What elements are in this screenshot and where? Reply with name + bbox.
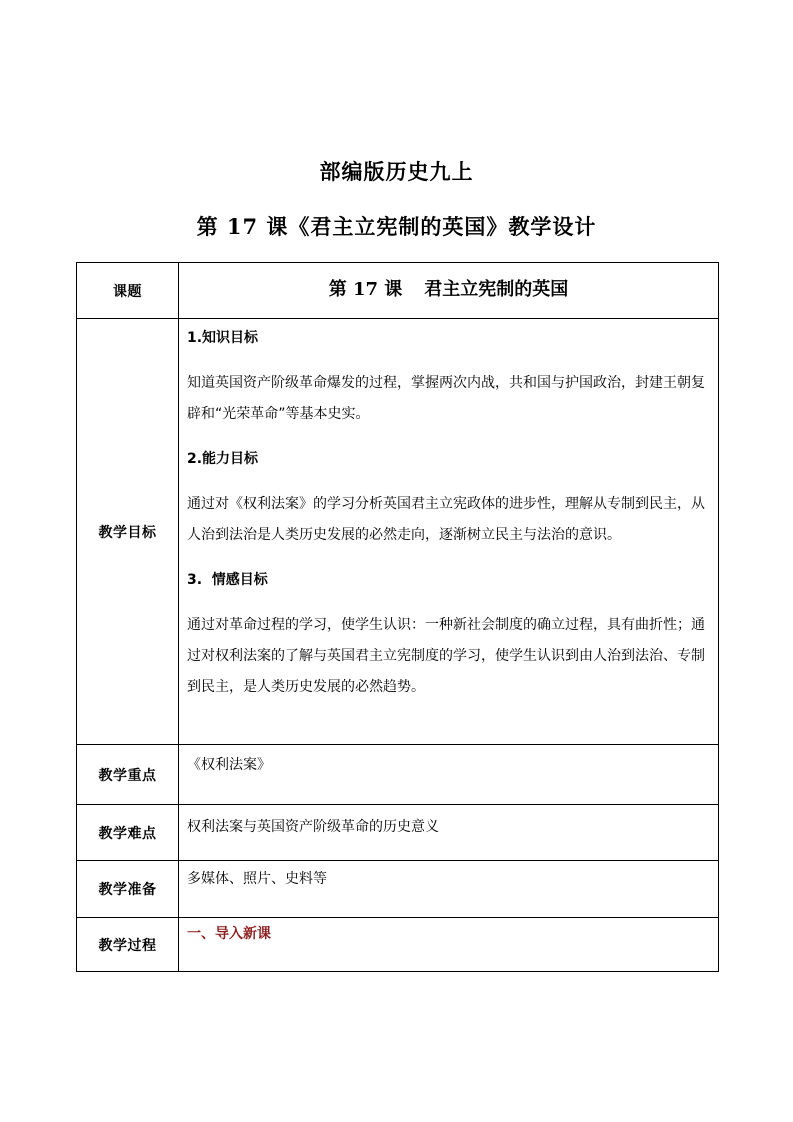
row-objectives: [77, 319, 719, 745]
label-objectives: 教学目标: [77, 319, 179, 745]
process-cell: [179, 918, 719, 972]
key-points-cell: [179, 745, 719, 805]
ability-text: 通过对《权利法案》的学习分析英国君主立宪政体的进步性，理解从专制到民主，从人治到法治是人类历史发展的必然走向，逐渐树立民主与法治的意识。: [187, 496, 705, 543]
row-preparation: [77, 861, 719, 918]
row-process: [77, 918, 719, 972]
objectives-cell: [179, 319, 719, 745]
difficulties-text: 权利法案与英国资产阶级革命的历史意义: [187, 819, 439, 835]
key-points-text: 《权利法案》: [187, 757, 271, 773]
ability-heading: 2.能力目标: [187, 451, 259, 467]
topic-cell: [179, 263, 719, 319]
lesson-heading: [179, 263, 718, 317]
emotion-heading: 3. 情感目标: [187, 572, 268, 588]
difficulties-cell: [179, 805, 719, 861]
document-title: 第 17 课《君主立宪制的英国》教学设计: [196, 214, 597, 239]
lesson-number: 第 17 课: [328, 279, 403, 300]
document-subtitle: 部编版历史九上: [319, 159, 474, 184]
emotion-text: 通过对革命过程的学习，使学生认识：一种新社会制度的确立过程，具有曲折性；通过对权利法案的了解与英国君主立宪制度的学习，使学生认识到由人治到法治、专制到民主，是人类历史发展的必然趋势。: [187, 617, 705, 695]
preparation-text: 多媒体、照片、史料等: [187, 871, 327, 887]
label-difficulties: 教学难点: [77, 805, 179, 861]
knowledge-text: 知道英国资产阶级革命爆发的过程，掌握两次内战，共和国与护国政治，封建王朝复辟和“光荣革命”等基本史实。: [187, 375, 705, 422]
lesson-plan-table: [76, 262, 719, 972]
row-topic: [77, 263, 719, 319]
row-difficulties: [77, 805, 719, 861]
label-process: 教学过程: [77, 918, 179, 972]
label-topic: 课题: [77, 263, 179, 319]
lesson-name: 君主立宪制的英国: [424, 279, 569, 300]
knowledge-heading: 1.知识目标: [187, 330, 259, 346]
label-key-points: 教学重点: [77, 745, 179, 805]
row-key-points: [77, 745, 719, 805]
preparation-cell: [179, 861, 719, 918]
process-heading: 一、导入新课: [187, 926, 271, 942]
label-preparation: 教学准备: [77, 861, 179, 918]
